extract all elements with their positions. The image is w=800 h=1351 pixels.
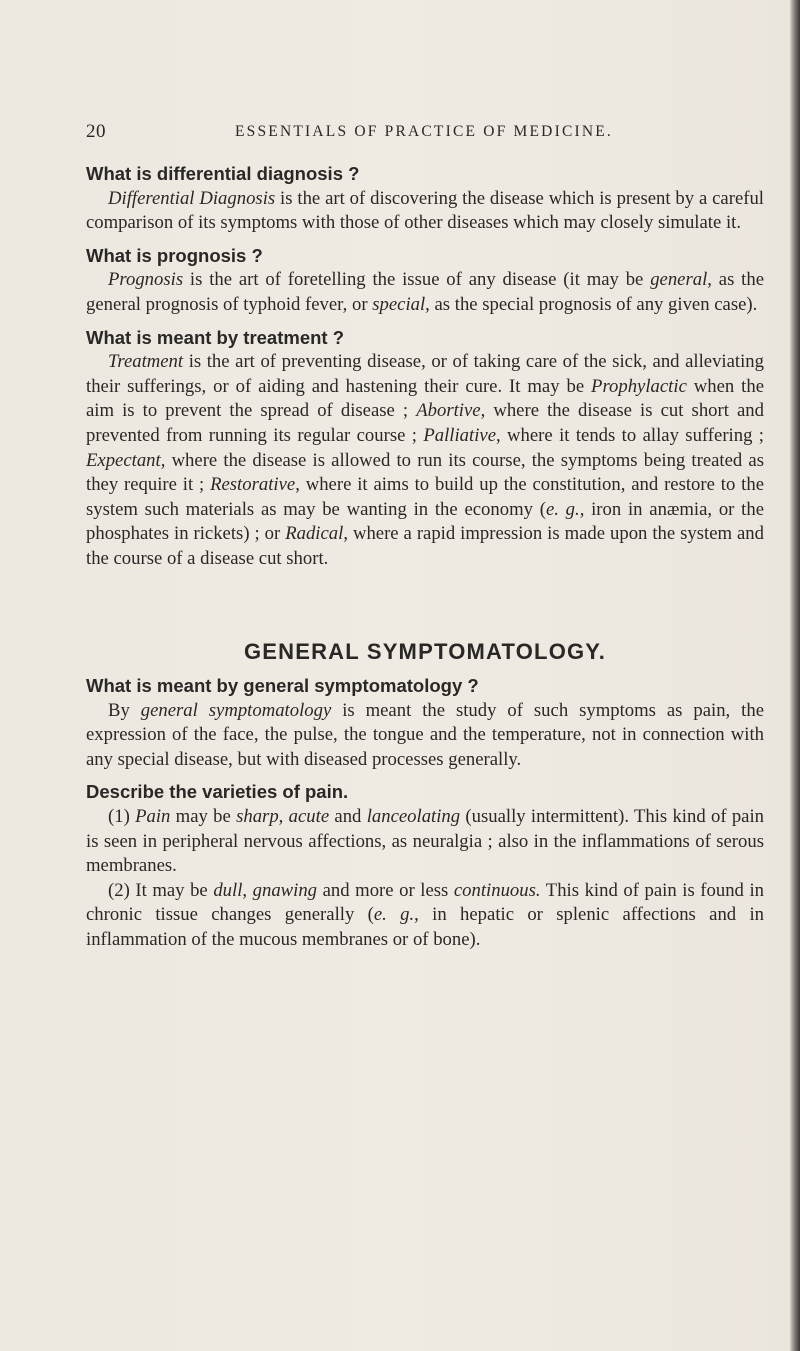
answer-text: (usually intermittent). This kind of pain is seen in peripheral nervous affections, as neuralgia ; also in the inflammations of serous membranes. xyxy=(86,806,765,877)
page-header xyxy=(86,121,762,145)
section-title-general-symptomatology: GENERAL SYMPTOMATOLOGY. xyxy=(243,638,607,664)
answer-text: , where the disease is allowed to run its course, the symptoms being treated as they require it ; xyxy=(86,449,764,496)
answer-text: , iron in anæmia, or the phosphates in rickets) ; or xyxy=(86,498,764,545)
answer-text: , in hepatic or splenic affections and in inflammation of the mucous membranes or of bone). xyxy=(86,904,764,951)
answer-text: is the art of discovering the disease which is present by a careful comparison of its symptoms with those of other diseases which may closely simulate it. xyxy=(86,187,765,234)
term-acute: acute xyxy=(288,806,330,828)
answer-differential-diagnosis xyxy=(86,187,764,236)
term-expectant: Expectant xyxy=(86,449,161,471)
abbrev-eg: e. g. xyxy=(545,498,580,520)
answer-text: may be xyxy=(170,806,237,828)
answer-text: , as the general prognosis of typhoid fever, or xyxy=(86,269,764,315)
term-treatment: Treatment xyxy=(108,351,184,373)
answer-text: , where a rapid impression is made upon the system and the course of a disease cut short. xyxy=(86,523,764,569)
running-title: ESSENTIALS OF PRACTICE OF MEDICINE. xyxy=(235,123,613,140)
term-pain: Pain xyxy=(135,806,171,828)
term-general: general xyxy=(650,269,708,291)
answer-text: is the art of foretelling the issue of any disease (it may be xyxy=(183,269,651,291)
answer-text: By xyxy=(108,699,141,721)
question-differential-diagnosis: What is differential diagnosis ? xyxy=(86,163,360,184)
answer-text: , where it tends to allay suffering ; xyxy=(496,424,764,446)
term-special: special xyxy=(372,293,426,315)
term-dull: dull xyxy=(213,879,243,901)
page-edge-shadow xyxy=(790,0,800,1351)
term-differential-diagnosis: Differential Diagnosis xyxy=(108,187,276,209)
page-body xyxy=(86,162,764,953)
answer-text: , where the disease is cut short and prevented from running its regular course ; xyxy=(86,400,764,446)
question-varieties-of-pain: Describe the varieties of pain. xyxy=(86,781,349,803)
answer-text: , xyxy=(242,879,253,901)
term-general-symptomatology: general symptomatology xyxy=(140,699,332,721)
answer-text: when the aim is to prevent the spread of disease ; xyxy=(86,375,764,422)
answer-general-symptomatology xyxy=(86,699,764,773)
question-general-symptomatology: What is meant by general symptomatology ? xyxy=(86,675,479,697)
answer-text: is meant the study of such symptoms as pain, the expression of the face, the pulse, the tongue and the temperature, not in connection with any special disease, but with diseased processes generally. xyxy=(86,699,764,770)
term-prognosis: Prognosis xyxy=(108,269,184,291)
answer-text: and xyxy=(329,806,367,828)
answer-text: is the art of preventing disease, or of taking care of the sick, and alleviating their sufferings, or of aiding and hastening their cure. It may be xyxy=(86,351,764,397)
answer-pain-2 xyxy=(86,879,764,953)
answer-pain-1 xyxy=(86,805,764,879)
answer-text: , where it aims to build up the constitution, and restore to the system such materials as may be wanting in the economy ( xyxy=(86,474,764,520)
term-sharp: sharp xyxy=(236,806,279,828)
answer-prognosis xyxy=(86,268,764,317)
term-prophylactic: Prophylactic xyxy=(591,375,687,397)
term-restorative: Restorative xyxy=(210,474,296,496)
term-gnawing: gnawing xyxy=(252,879,318,901)
abbrev-eg: e. g. xyxy=(373,904,415,926)
answer-treatment xyxy=(86,350,764,571)
answer-text: , as the special prognosis of any given case). xyxy=(425,293,758,315)
answer-text: , xyxy=(278,806,289,828)
answer-text: This kind of pain is found in chronic tissue changes generally ( xyxy=(86,879,765,926)
answer-text: (1) xyxy=(108,806,136,828)
term-abortive: Abortive xyxy=(416,400,481,422)
answer-text: and more or less xyxy=(317,879,454,901)
term-palliative: Palliative xyxy=(423,424,496,446)
question-treatment: What is meant by treatment ? xyxy=(86,326,345,348)
term-continuous: continuous. xyxy=(453,879,541,901)
page-number: 20 xyxy=(86,121,106,142)
term-radical: Radical xyxy=(285,523,344,545)
question-prognosis: What is prognosis ? xyxy=(86,244,263,266)
answer-text: (2) It may be xyxy=(108,879,214,901)
term-lanceolating: lanceolating xyxy=(366,806,461,828)
